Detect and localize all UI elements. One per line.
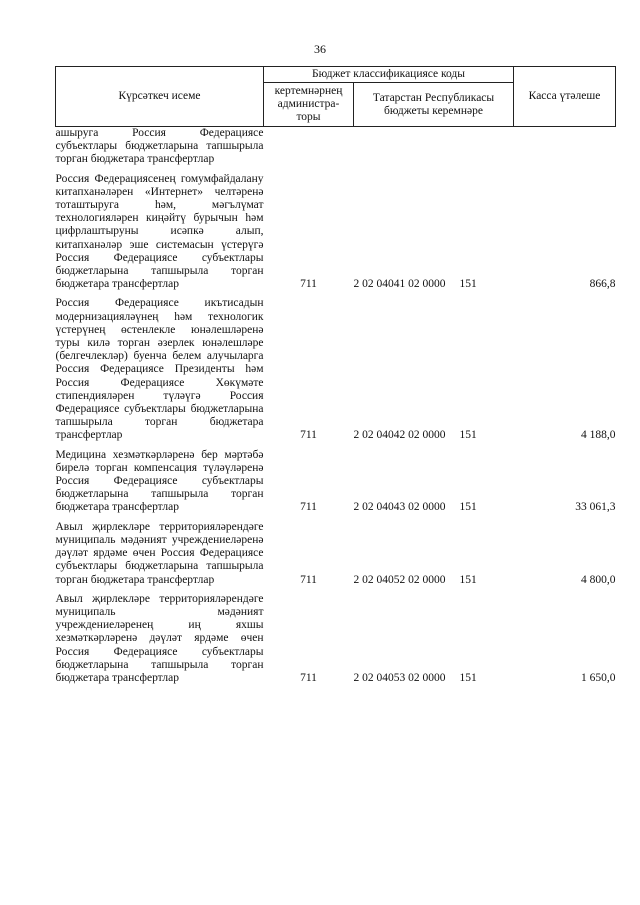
- row-description: Авыл җирлекләре территорияләрендәге муниципаль мәдәният учреждениеләренең иң яхшы хезмәткәрләренә дәүләт ярдәме өчен Россия Федерациясе субъектлары бюджетларына тапшырыла торган бюджетара трансфертлар: [55, 592, 264, 684]
- table-row: [56, 167, 616, 292]
- row-amount: 4 800,0: [581, 573, 616, 586]
- row-description: Россия Федерациясенең гомумфайдалану китапханәләрен «Интернет» челтәренә тоташтыруга һәм, мәгълүмат технологияләрен киңәйтү бурычын һәм цифрлаштыруны исәпкә алып, китапханәләр эше системасын үстерүгә Россия Федерациясе субъектлары бюджетларына тапшырыла торган бюджетара трансфертлар: [55, 172, 264, 291]
- row-amount: 866,8: [589, 278, 616, 291]
- row-admin: [264, 127, 354, 167]
- table-row: [56, 291, 616, 442]
- table-row: [56, 587, 616, 685]
- row-amount: 1 650,0: [581, 671, 616, 684]
- header-classification-group: Бюджет классификациясе коды: [264, 67, 514, 83]
- row-code: 2 02 04043 02 0000 151: [353, 501, 477, 514]
- table-row: [56, 127, 616, 167]
- header-revenue: Татарстан Республикасы бюджеты керемнәре: [354, 83, 514, 127]
- table-header: [56, 67, 616, 127]
- row-code: [354, 127, 514, 167]
- table-row: [56, 443, 616, 515]
- budget-table: [55, 66, 616, 685]
- row-admin: 711: [300, 278, 317, 291]
- header-indicator: Күрсәткеч исеме: [56, 67, 264, 127]
- page-number: 36: [314, 42, 326, 56]
- row-admin: 711: [300, 429, 317, 442]
- row-code: 2 02 04053 02 0000 151: [353, 671, 477, 684]
- row-amount: [514, 127, 616, 167]
- row-admin: 711: [300, 501, 317, 514]
- row-code: 2 02 04041 02 0000 151: [353, 278, 477, 291]
- header-cash-execution: Касса үтәлеше: [514, 67, 616, 127]
- row-code: 2 02 04052 02 0000 151: [353, 573, 477, 586]
- row-description: Россия Федерациясе икътисадын модернизацияләүнең һәм технологик үстерүнең өстенлекле юнәлешләренә туры килә торган әзерлек юнәлешләре (белгечлекләр) буенча белем алучыларга Россия Федерациясе Президенты һәм Россия Федерациясе Хөкүмәте стипендияләрен түләүгә Россия Федерациясе субъектлары бюджетларына тапшырыла торган бюджетара трансфертлар: [55, 297, 264, 442]
- row-description: Авыл җирлекләре территорияләрендәге муниципаль мәдәният учреждениеләренә дәүләт ярдәме өчен Россия Федерациясе субъектлары бюджетларына тапшырыла торган бюджетара трансфертлар: [55, 520, 264, 586]
- row-admin: 711: [300, 671, 317, 684]
- row-amount: 33 061,3: [575, 501, 616, 514]
- row-admin: 711: [300, 573, 317, 586]
- header-admin: кертемнәрнең администра-торы: [264, 83, 354, 127]
- row-description: Медицина хезмәткәрләренә бер мәртәбә бирелә торган компенсация түләүләренә Россия Федерациясе субъектлары бюджетларына тапшырыла торган бюджетара трансфертлар: [55, 448, 264, 514]
- table-row: [56, 515, 616, 587]
- row-description: ашыруга Россия Федерациясе субъектлары бюджетларына тапшырыла торган бюджетара трансфертлар: [55, 127, 264, 166]
- row-code: 2 02 04042 02 0000 151: [353, 429, 477, 442]
- table-body: [56, 127, 616, 686]
- row-amount: 4 188,0: [581, 429, 616, 442]
